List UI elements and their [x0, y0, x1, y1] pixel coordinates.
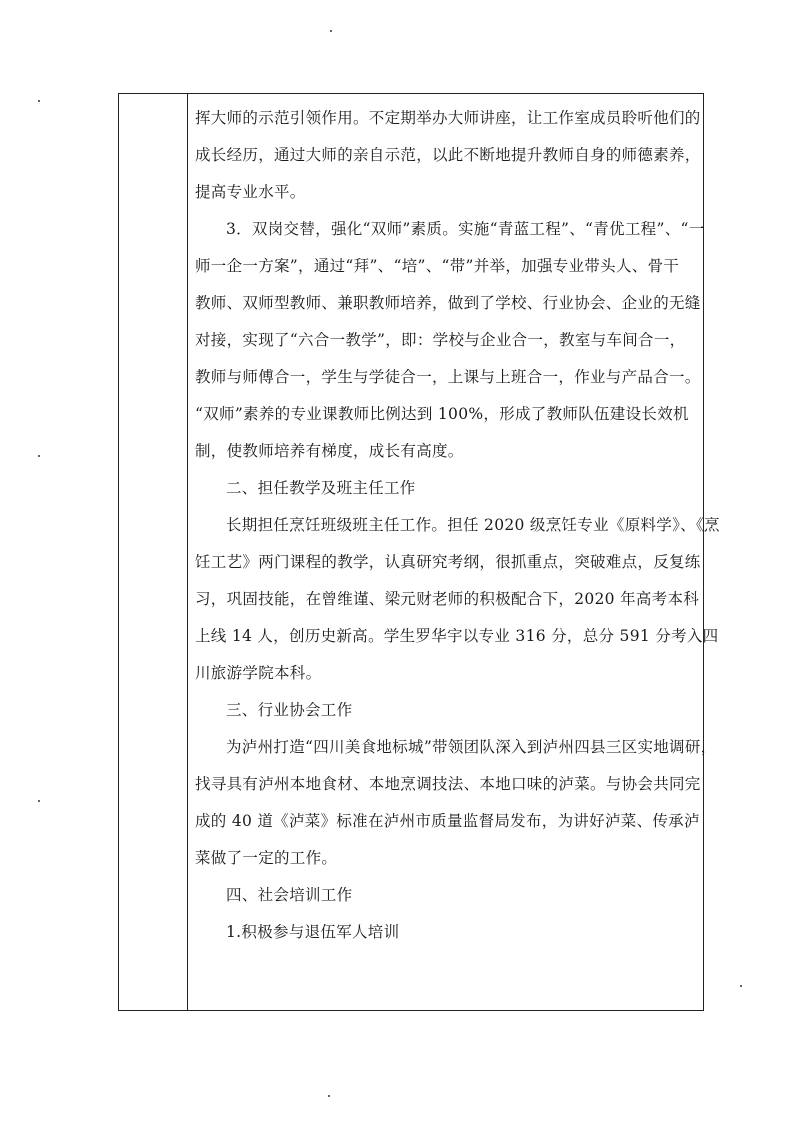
text-line: 成长经历，通过大师的亲自示范，以此不断地提升教师自身的师德素养，: [195, 146, 701, 164]
section-heading: 三、行业协会工作: [226, 701, 353, 719]
text-line: 菜做了一定的工作。: [195, 849, 338, 867]
section-heading: 二、担任教学及班主任工作: [226, 479, 416, 497]
text-line: 川旅游学院本科。: [195, 664, 322, 682]
text-line: “双师”素养的专业课教师比例达到 100%，形成了教师队伍建设长效机: [195, 405, 689, 423]
text-line: 挥大师的示范引领作用。不定期举办大师讲座，让工作室成员聆听他们的: [195, 109, 701, 127]
text-line: 提高专业水平。: [195, 183, 306, 201]
text-line: 成的 40 道《泸菜》标准在泸州市质量监督局发布，为讲好泸菜、传承泸: [195, 812, 700, 830]
text-line: 找寻具有泸州本地食材、本地烹调技法、本地口味的泸菜。与协会共同完: [195, 775, 701, 793]
scan-dot: [328, 1095, 330, 1097]
text-line: 师一企一方案”，通过“拜”、“培”、“带”并举，加强专业带头人、骨干: [195, 257, 680, 275]
scan-dot: [330, 30, 332, 32]
table-content-cell: [195, 100, 720, 951]
text-line: 习，巩固技能，在曾维谨、梁元财老师的积极配合下，2020 年高考本科: [195, 590, 700, 608]
form-table: [118, 93, 720, 1011]
text-line: 3．双岗交替，强化“双师”素质。实施“青蓝工程”、“青优工程”、“一: [226, 220, 705, 238]
text-line: 1.积极参与退伍军人培训: [226, 923, 400, 941]
section-heading: 四、社会培训工作: [226, 886, 353, 904]
text-line: 制，使教师培养有梯度，成长有高度。: [195, 442, 464, 460]
table-label-column: [119, 94, 188, 1010]
text-line: 教师、双师型教师、兼职教师培养，做到了学校、行业协会、企业的无缝: [195, 294, 701, 312]
scan-dot: [38, 800, 40, 802]
text-line: 对接，实现了“六合一教学”，即：学校与企业合一，教室与车间合一，: [195, 331, 686, 349]
text-line: 长期担任烹饪班级班主任工作。担任 2020 级烹饪专业《原料学》、《烹: [226, 516, 720, 534]
scan-dot: [38, 100, 40, 102]
text-line: 饪工艺》两门课程的教学，认真研究考纲，很抓重点，突破难点，反复练: [195, 553, 701, 571]
scan-dot: [740, 985, 742, 987]
text-line: 上线 14 人，创历史新高。学生罗华宇以专业 316 分，总分 591 分考入四: [195, 627, 719, 645]
scan-dot: [38, 455, 40, 457]
text-line: 为泸州打造“四川美食地标城”带领团队深入到泸州四县三区实地调研，: [226, 738, 717, 756]
text-line: 教师与师傅合一，学生与学徒合一，上课与上班合一，作业与产品合一。: [195, 368, 701, 386]
